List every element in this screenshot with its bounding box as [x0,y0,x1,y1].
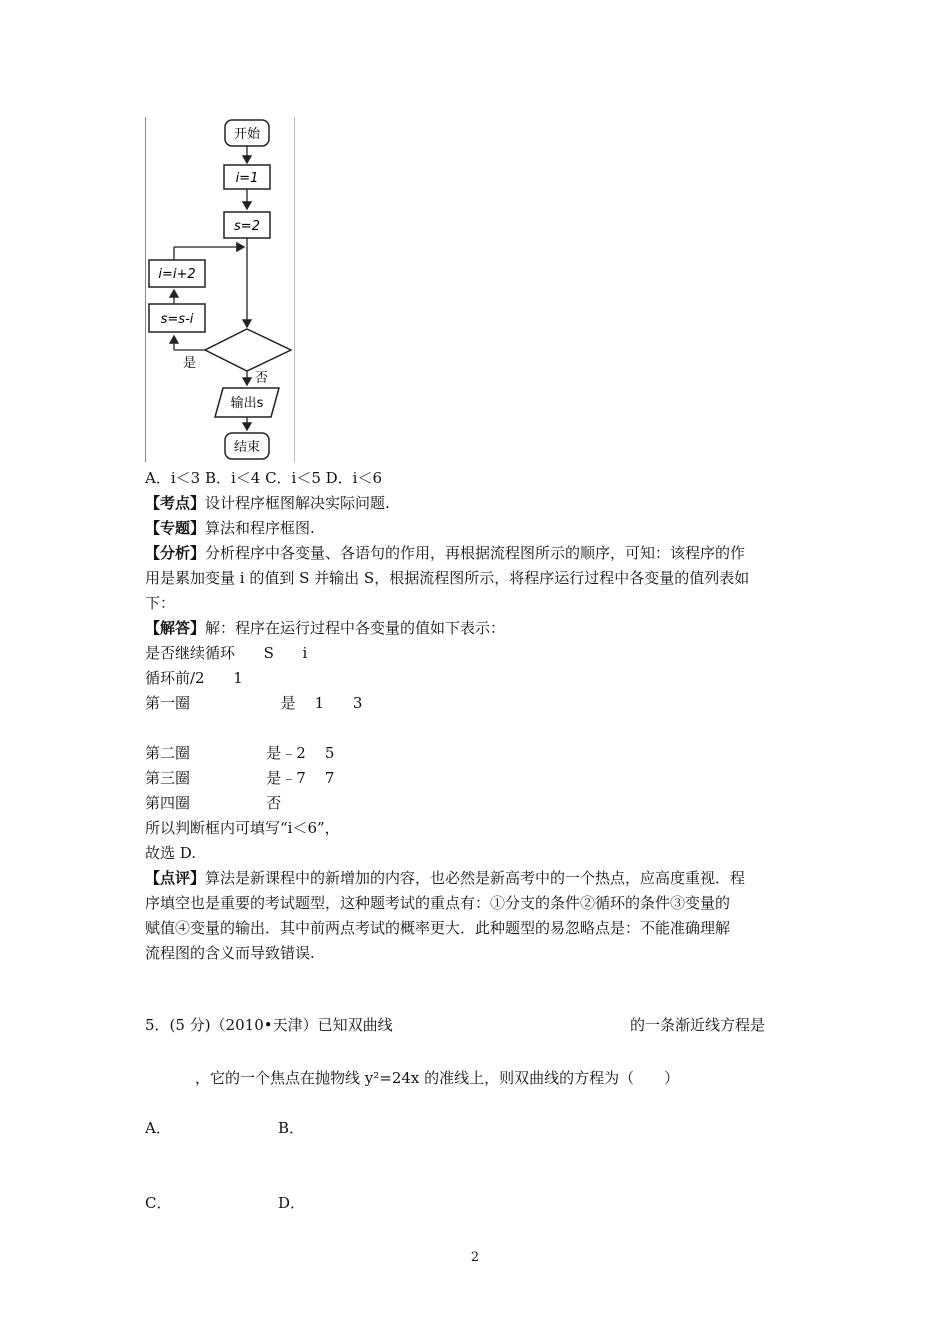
zhuanti-line [145,518,315,538]
flow-end-label: 结束 [233,440,261,455]
flow-output-label: 输出s [230,396,264,411]
flow-init-i-label: i=1 [235,171,259,186]
kaodian-line [145,493,390,513]
option-b: B． [278,1119,305,1137]
flow-update-s-label: s=s-i [160,312,194,327]
flow-start-label: 开始 [233,127,261,142]
zhuanti-text: 算法和程序框图. [205,519,315,537]
page-number: 2 [470,1250,480,1265]
fenxi-tag: 【分析】 [145,544,206,562]
answer-options: A．i＜3 B．i＜4 C．i＜5 D．i＜6 [145,469,383,487]
fenxi-text-1: 分析程序中各变量、各语句的作用，再根据流程图所示的顺序，可知：该程序的作 [205,544,746,562]
dianping-line-4: 流程图的含义而导致错误. [145,944,315,962]
table-row-3: 第三圈 是﹣7 7 [145,769,335,787]
conclusion-line-1: 所以判断框内可填写“i＜6”， [145,819,340,837]
dianping-line-3: 赋值④变量的输出．其中前两点考试的概率更大．此种题型的易忽略点是：不能准确理解 [145,919,731,937]
fenxi-line-2: 用是累加变量 i 的值到 S 并输出 S，根据流程图所示，将程序运行过程中各变量的值列表如 [145,569,750,587]
table-row-1: 第一圈 是 1 3 [145,694,363,712]
fenxi-line-1 [145,543,745,563]
table-row-4: 第四圈 否 [145,794,282,812]
jieda-text: 解：程序在运行过程中各变量的值如下表示： [205,619,506,637]
flow-update-i-label: i=i+2 [158,267,196,282]
kaodian-tag: 【考点】 [145,494,206,512]
jieda-line [145,618,505,638]
flow-no-label: 否 [255,371,269,386]
flow-init-s-label: s=2 [234,219,260,234]
dianping-text-1: 算法是新课程中的新增加的内容，也必然是新高考中的一个热点，应高度重视．程 [205,869,746,887]
flow-yes-label: 是 [183,356,197,371]
table-row-2: 第二圈 是﹣2 5 [145,744,335,762]
dianping-line-2: 序填空也是重要的考试题型，这种题考试的重点有：①分支的条件②循环的条件③变量的 [145,894,731,912]
flow-decision-diamond [205,329,291,371]
question-5-line-2: ，它的一个焦点在抛物线 y²=24x 的准线上，则双曲线的方程为（ ） [195,1069,680,1087]
option-a: A． [145,1119,171,1137]
dianping-tag: 【点评】 [145,869,206,887]
jieda-tag: 【解答】 [145,619,206,637]
table-row-before-loop: 循环前/2 1 [145,669,243,687]
flowchart-figure [145,117,295,462]
zhuanti-tag: 【专题】 [145,519,206,537]
question-5-prefix: 5．(5 分)（2010•天津）已知双曲线 [145,1016,393,1034]
kaodian-text: 设计程序框图解决实际问题. [205,494,390,512]
dianping-line-1 [145,868,745,888]
option-c: C． [145,1194,172,1212]
option-d: D． [278,1194,306,1212]
question-5-suffix: 的一条渐近线方程是 [630,1016,766,1034]
fenxi-line-3: 下： [145,594,176,612]
table-header: 是否继续循环 S i [145,644,308,662]
conclusion-line-2: 故选 D. [145,844,197,862]
